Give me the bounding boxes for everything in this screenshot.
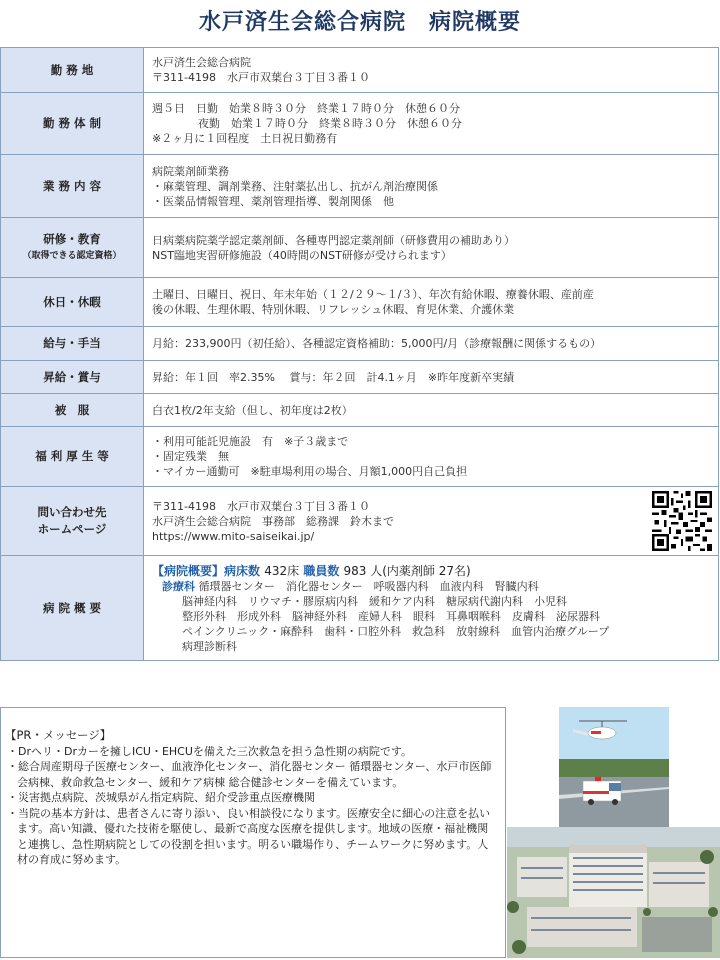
training-sublabel: （取得できる認定資格） xyxy=(22,250,122,261)
row-uniform xyxy=(1,394,719,427)
value-work-system xyxy=(144,93,719,155)
row-raise xyxy=(1,361,719,394)
qr-code-icon xyxy=(652,491,712,551)
row-training xyxy=(1,218,719,278)
contact-label: 問い合わせ先 xyxy=(37,505,107,519)
pr-item: ・当院の基本方針は、患者さんに寄り添い、良い相談役になります。医療安全に細心の注意を払います。高い知識、優れた技術を駆使し、最新で高度な医療を提供します。地域の医療・福祉機関と連携し、急性期病院としての役割を担います。明るい職場作り、チームワークに努めます。人材の育成に努めます。 xyxy=(7,806,491,866)
beds-label: 病床数 xyxy=(224,563,261,578)
workplace-line: 水戸済生会総合病院 xyxy=(152,56,251,69)
dept-line: 整形外科 形成外科 脳神経外科 産婦人科 眼科 耳鼻咽喉科 皮膚科 泌尿器科 xyxy=(182,609,600,623)
welfare-line: ・固定残業 無 xyxy=(152,450,229,463)
duties-line: 病院薬剤師業務 xyxy=(152,164,229,178)
row-work-system xyxy=(1,93,719,155)
label-duties: 業 務 内 容 xyxy=(1,155,144,218)
work-system-line: 週５日 日勤 始業８時３０分 終業１７時０分 休憩６０分 xyxy=(152,102,460,115)
holidays-line: 土曜日、日曜日、祝日、年末年始（１２/２９～１/３）、年次有給休暇、療養休暇、産前産 xyxy=(152,288,594,301)
work-system-line: 夜勤 始業１７時０分 終業８時３０分 休憩６０分 xyxy=(198,117,462,130)
overview-tag: 【病院概要】 xyxy=(152,563,225,578)
value-workplace xyxy=(144,48,719,93)
duties-line: ・麻薬管理、調剤業務、注射薬払出し、抗がん剤治療関係 xyxy=(152,179,438,193)
label-work-system: 勤 務 体 制 xyxy=(1,93,144,155)
holidays-line: 後の休暇、生理休暇、特別休暇、リフレッシュ休暇、育児休業、介護休業 xyxy=(152,303,515,316)
dept-line: 病理診断科 xyxy=(182,639,237,653)
value-uniform xyxy=(144,394,719,427)
training-line: NST臨地実習研修施設（40時間のNST研修が受けられます） xyxy=(152,248,452,262)
training-line: 日病薬病院薬学認定薬剤師、各種専門認定薬剤師（研修費用の補助あり） xyxy=(152,233,515,247)
row-salary xyxy=(1,327,719,361)
row-welfare xyxy=(1,427,719,487)
value-raise xyxy=(144,361,719,394)
beds-value: 432床 xyxy=(264,563,300,578)
hospital-photos xyxy=(507,707,720,958)
row-overview xyxy=(1,556,719,661)
label-uniform: 被 服 xyxy=(1,394,144,427)
pr-item: ・総合周産期母子医療センター、血液浄化センター、消化器センター 循環器センター、水戸市医師会病棟、救命救急センター、緩和ケア病棟 総合健診センターを備えています。 xyxy=(7,760,492,789)
homepage-url-link[interactable]: https://www.mito-saiseikai.jp/ xyxy=(152,529,315,543)
row-holidays xyxy=(1,278,719,327)
contact-line: 〒311-4198 水戸市双葉台３丁目３番１０ xyxy=(152,499,370,513)
dept-heading: 診療科 xyxy=(162,579,195,593)
value-overview xyxy=(144,556,719,661)
contact-line: 水戸済生会総合病院 事務部 総務課 鈴木まで xyxy=(152,514,394,528)
value-contact xyxy=(144,487,719,556)
dept-first-line xyxy=(152,579,710,594)
homepage-label: ホームページ xyxy=(37,522,107,536)
value-duties xyxy=(144,155,719,218)
uniform-line: 白衣1枚/2年支給（但し、初年度は2枚） xyxy=(152,403,353,417)
welfare-line: ・マイカー通勤可 ※駐車場利用の場合、月額1,000円自己負担 xyxy=(152,465,468,478)
page-title: 水戸済生会総合病院 病院概要 xyxy=(198,10,521,35)
pr-item: ・災害拠点病院、茨城県がん指定病院、紹介受診重点医療機関 xyxy=(7,791,315,804)
dept-line: ペインクリニック・麻酔科 歯科・口腔外科 救急科 放射線科 血管内治療グループ xyxy=(182,624,610,638)
workplace-line: 〒311-4198 水戸市双葉台３丁目３番１０ xyxy=(152,71,370,84)
value-holidays xyxy=(144,278,719,327)
label-training xyxy=(1,218,144,278)
hospital-stats xyxy=(152,563,710,579)
staff-label: 職員数 xyxy=(303,563,340,578)
helicopter-photo xyxy=(559,707,669,827)
value-training xyxy=(144,218,719,278)
row-workplace xyxy=(1,48,719,93)
salary-line: 月給：233,900円（初任給）、各種認定資格補助：5,000円/月（診療報酬に関係するもの） xyxy=(152,337,602,350)
row-duties xyxy=(1,155,719,218)
label-salary: 給与・手当 xyxy=(1,327,144,361)
welfare-line: ・利用可能託児施設 有 ※子３歳まで xyxy=(152,435,349,448)
label-contact xyxy=(1,487,144,556)
value-salary xyxy=(144,327,719,361)
pr-item: ・Drヘリ・Drカーを擁しICU・EHCUを備えた三次救急を担う急性期の病院です。 xyxy=(7,744,413,758)
label-raise: 昇給・賞与 xyxy=(1,361,144,394)
training-label: 研修・教育 xyxy=(43,231,101,246)
label-overview: 病 院 概 要 xyxy=(1,556,144,661)
pr-message-box xyxy=(0,707,506,958)
value-welfare xyxy=(144,427,719,487)
work-system-line: ※２ヶ月に１回程度 土日祝日勤務有 xyxy=(152,132,338,145)
label-holidays: 休日・休暇 xyxy=(1,278,144,327)
label-welfare: 福 利 厚 生 等 xyxy=(1,427,144,487)
dept-line: 脳神経内科 リウマチ・膠原病内科 緩和ケア内科 糖尿病代謝内科 小児科 xyxy=(182,594,567,608)
dept-first: 循環器センター 消化器センター 呼吸器内科 血液内科 腎臓内科 xyxy=(198,579,539,593)
row-contact xyxy=(1,487,719,556)
info-table xyxy=(0,47,719,661)
duties-line: ・医薬品情報管理、薬剤管理指導、製剤関係 他 xyxy=(152,194,394,208)
hospital-building-photo xyxy=(507,827,720,958)
raise-line: 昇給：年１回 率2.35% 賞与：年２回 計4.1ヶ月 ※昨年度新卒実績 xyxy=(152,370,515,384)
label-workplace: 勤 務 地 xyxy=(1,48,144,93)
staff-value: 983 人(内薬剤師 27名) xyxy=(343,563,471,578)
pr-heading: 【PR・メッセージ】 xyxy=(5,728,112,742)
